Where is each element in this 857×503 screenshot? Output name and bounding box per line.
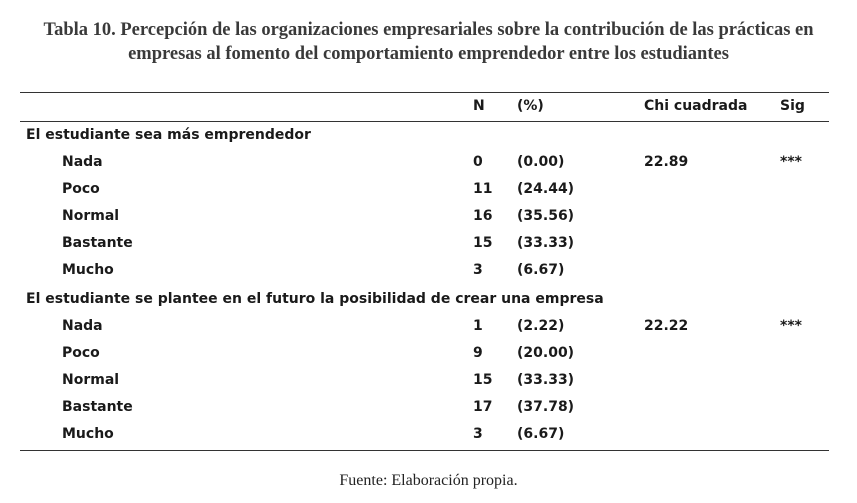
row-item: Poco	[62, 181, 100, 197]
row-item: Nada	[62, 318, 103, 334]
row-n: 1	[473, 318, 483, 334]
row-pct: (2.22)	[517, 318, 565, 334]
row-item: Mucho	[62, 426, 114, 442]
table-row	[20, 340, 829, 367]
row-pct: (35.56)	[517, 208, 575, 224]
header-chi: Chi cuadrada	[644, 98, 748, 114]
row-pct: (0.00)	[517, 154, 565, 170]
row-n: 15	[473, 372, 493, 388]
row-chi: 22.22	[644, 318, 689, 334]
row-n: 16	[473, 208, 493, 224]
row-item: Poco	[62, 345, 100, 361]
row-n: 15	[473, 235, 493, 251]
row-pct: (20.00)	[517, 345, 575, 361]
header-sig: Sig	[780, 98, 805, 114]
row-item: Normal	[62, 208, 120, 224]
group-label: El estudiante sea más emprendedor	[26, 127, 311, 143]
row-n: 17	[473, 399, 493, 415]
table-row	[20, 313, 829, 340]
row-pct: (6.67)	[517, 426, 565, 442]
table-row	[20, 394, 829, 421]
table-header-row	[20, 93, 829, 120]
row-item: Normal	[62, 372, 120, 388]
group-label-row	[20, 286, 829, 313]
table-title-line-1: Tabla 10. Percepción de las organizaciones empresariales sobre la contribución de las prácticas en	[43, 20, 814, 40]
table-source-note: Fuente: Elaboración propia.	[339, 472, 518, 489]
row-sig: ***	[780, 318, 802, 334]
row-n: 3	[473, 426, 483, 442]
row-pct: (24.44)	[517, 181, 575, 197]
table-row	[20, 203, 829, 230]
row-sig: ***	[780, 154, 802, 170]
table-title-line-2: empresas al fomento del comportamiento emprendedor entre los estudiantes	[128, 44, 729, 64]
table-row	[20, 367, 829, 394]
row-pct: (33.33)	[517, 235, 575, 251]
row-item: Mucho	[62, 262, 114, 278]
row-chi: 22.89	[644, 154, 689, 170]
group-label: El estudiante se plantee en el futuro la posibilidad de crear una empresa	[26, 291, 604, 307]
row-pct: (37.78)	[517, 399, 575, 415]
table-row	[20, 257, 829, 284]
table-row	[20, 230, 829, 257]
table-row	[20, 176, 829, 203]
row-pct: (33.33)	[517, 372, 575, 388]
table-row	[20, 149, 829, 176]
group-label-row	[20, 122, 829, 149]
table-row	[20, 421, 829, 448]
row-n: 3	[473, 262, 483, 278]
row-n: 9	[473, 345, 483, 361]
header-pct: (%)	[517, 98, 544, 114]
row-item: Bastante	[62, 235, 133, 251]
row-n: 0	[473, 154, 483, 170]
row-item: Nada	[62, 154, 103, 170]
table-bottom-rule	[20, 450, 829, 451]
row-n: 11	[473, 181, 493, 197]
table-title	[0, 18, 857, 66]
row-item: Bastante	[62, 399, 133, 415]
row-pct: (6.67)	[517, 262, 565, 278]
header-n: N	[473, 98, 485, 114]
